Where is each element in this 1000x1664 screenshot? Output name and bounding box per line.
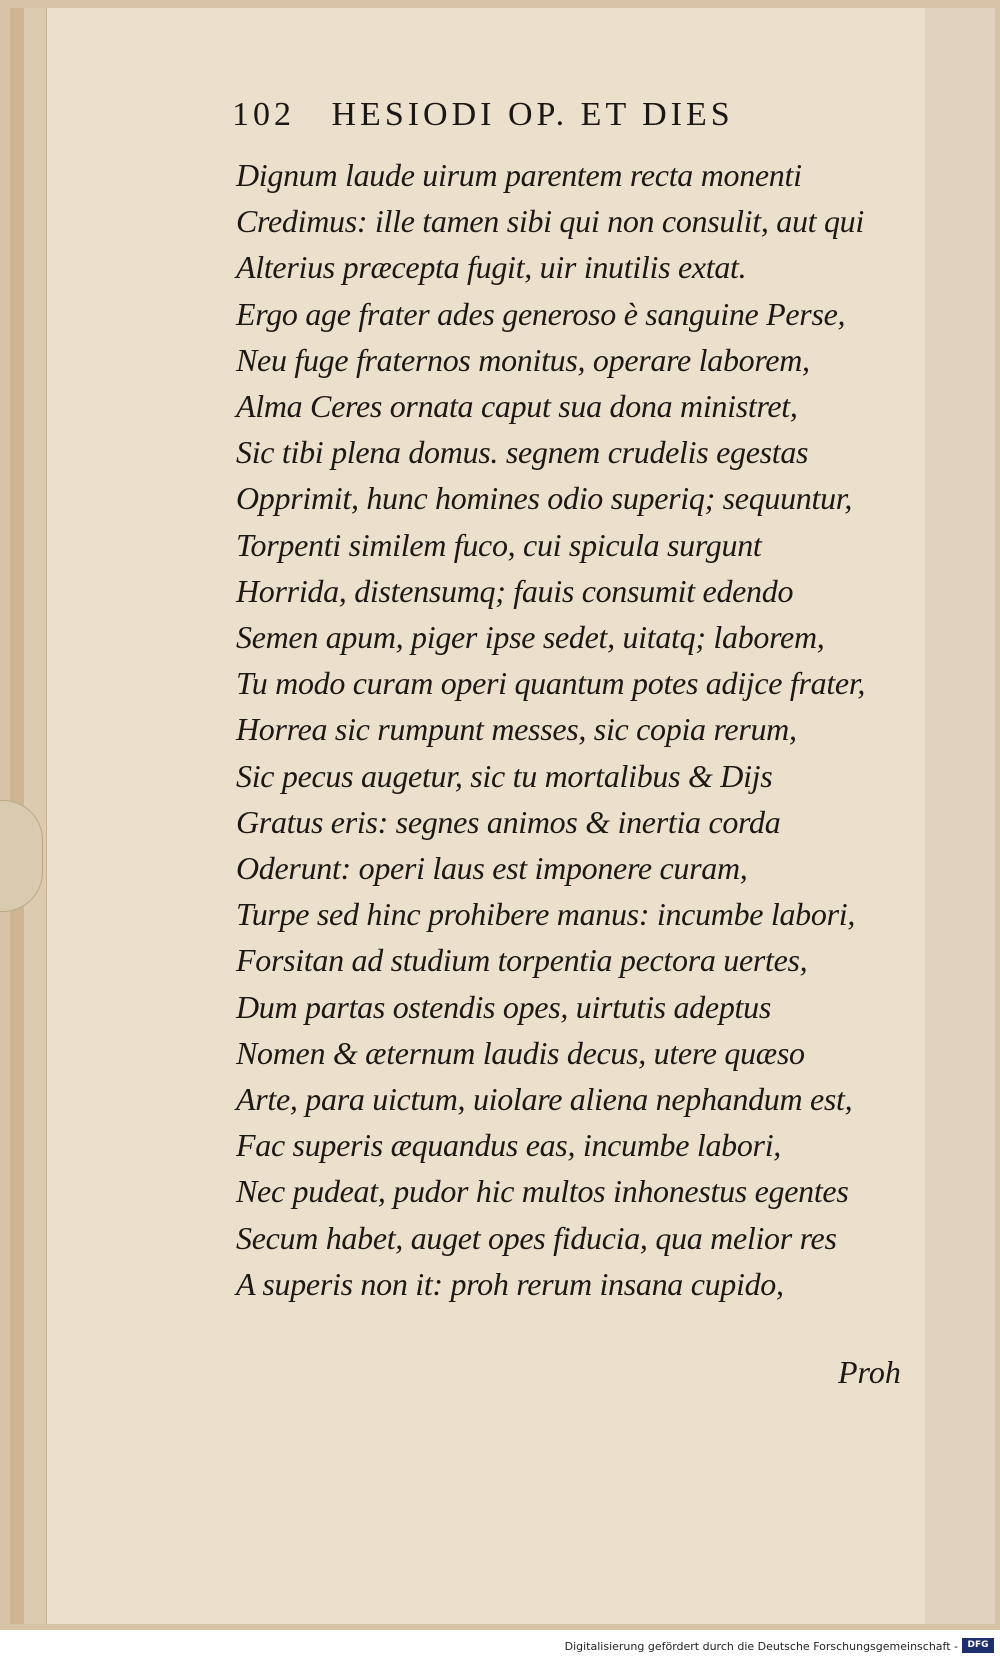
- verse-line: Sic tibi plena domus. segnem crudelis egestas: [236, 434, 809, 471]
- verse-line: Dignum laude uirum parentem recta monenti: [236, 157, 802, 193]
- verse-line: Tu modo curam operi quantum potes adijce frater,: [236, 665, 866, 702]
- verse-line: Semen apum, piger ipse sedet, uitatq; laborem,: [236, 619, 825, 656]
- verse-line: Neu fuge fraternos monitus, operare laborem,: [236, 341, 810, 378]
- verse-line: Sic pecus augetur, sic tu mortalibus & Dijs: [236, 757, 773, 794]
- verse-line: Torpenti similem fuco, cui spicula surgunt: [236, 526, 762, 563]
- verse-block: [236, 152, 926, 1307]
- running-title: HESIODI OP. ET DIES: [331, 96, 734, 133]
- running-head: [232, 96, 912, 134]
- verse-line: Alma Ceres ornata caput sua dona ministret,: [236, 388, 798, 425]
- verse-line: Forsitan ad studium torpentia pectora uertes,: [236, 942, 808, 979]
- verse-line: Nomen & æternum laudis decus, utere quæso: [236, 1034, 805, 1071]
- dfg-logo: DFG: [962, 1638, 994, 1653]
- verse-line: Fac superis æquandus eas, incumbe labori,: [236, 1127, 781, 1164]
- verse-line: Turpe sed hinc prohibere manus: incumbe labori,: [236, 896, 856, 933]
- verse-line: Ergo age frater ades generoso è sanguine Perse,: [236, 295, 846, 332]
- verse-line: Secum habet, auget opes fiducia, qua melior res: [236, 1219, 837, 1256]
- verse-line: A superis non it: proh rerum insana cupido,: [236, 1265, 784, 1302]
- catchword: Proh: [838, 1354, 901, 1390]
- verse-line: Alterius præcepta fugit, uir inutilis extat.: [236, 249, 747, 286]
- page-number: 102: [232, 96, 295, 133]
- verse-line: Dum partas ostendis opes, uirtutis adeptus: [236, 988, 771, 1025]
- verse-line: Horrea sic rumpunt messes, sic copia rerum,: [236, 711, 797, 748]
- verse-line: Horrida, distensumq; fauis consumit edendo: [236, 572, 794, 609]
- verse-line: Gratus eris: segnes animos & inertia corda: [236, 803, 781, 840]
- verse-line: Nec pudeat, pudor hic multos inhonestus egentes: [236, 1173, 849, 1210]
- verse-line: Credimus: ille tamen sibi qui non consulit, aut qui: [236, 203, 864, 240]
- funding-credit: Digitalisierung gefördert durch die Deutsche Forschungsgemeinschaft -: [564, 1640, 958, 1653]
- footer-bar: [0, 1630, 1000, 1664]
- verse-line: Opprimit, hunc homines odio superiq; sequuntur,: [236, 480, 853, 517]
- verse-line: Oderunt: operi laus est imponere curam,: [236, 850, 748, 887]
- gutter-shadow: [925, 8, 995, 1624]
- verse-line: Arte, para uictum, uiolare aliena nephandum est,: [236, 1081, 853, 1118]
